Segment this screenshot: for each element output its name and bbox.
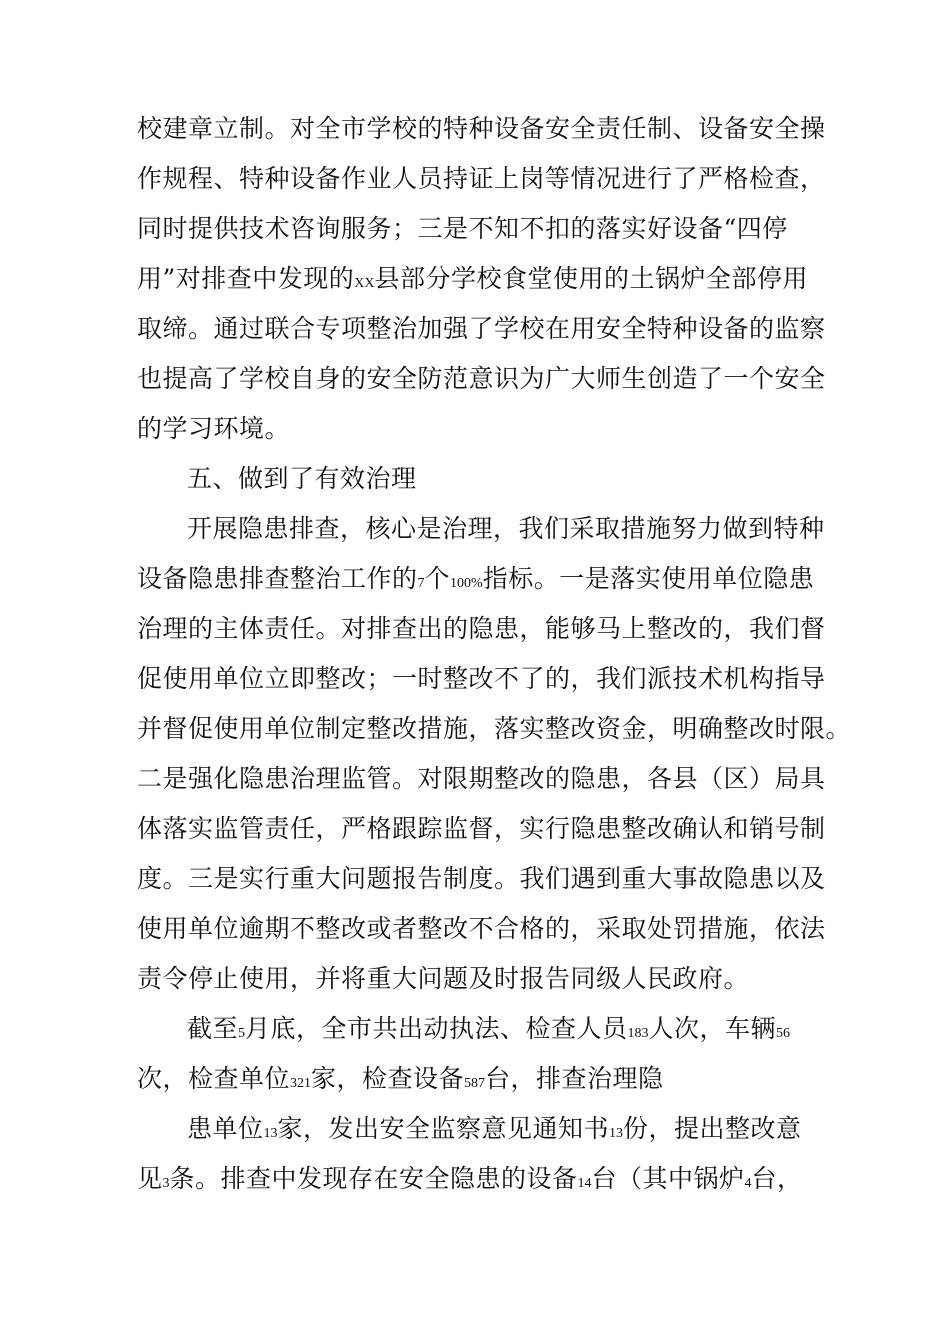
text-line: 的学习环境。 bbox=[137, 414, 291, 443]
paragraph-first-line: 截至5月底，全市共出动执法、检查人员183人次，车辆56 bbox=[187, 1014, 791, 1043]
text-line: 并督促使用单位制定整改措施，落实整改资金，明确整改时限。 bbox=[137, 714, 852, 743]
text-line: 使用单位逾期不整改或者整改不合格的，采取处罚措施，依法 bbox=[137, 914, 826, 943]
text-line: 体落实监管责任，严格跟踪监督，实行隐患整改确认和销号制 bbox=[137, 814, 826, 843]
text-line: 促使用单位立即整改；一时整改不了的，我们派技术机构指导 bbox=[137, 664, 826, 693]
section-heading: 五、做到了有效治理 bbox=[187, 464, 417, 493]
text-line: 治理的主体责任。对排查出的隐患，能够马上整改的，我们督 bbox=[137, 614, 826, 643]
text-line: 校建章立制。对全市学校的特种设备安全责任制、设备安全操 bbox=[137, 114, 826, 143]
text-line: 也提高了学校自身的安全防范意识为广大师生创造了一个安全 bbox=[137, 364, 826, 393]
text-line: 同时提供技术咨询服务；三是不知不扣的落实好设备“四停 bbox=[137, 214, 788, 243]
text-line: 作规程、特种设备作业人员持证上岗等情况进行了严格检查， bbox=[137, 164, 826, 193]
text-line: 用”对排查中发现的XX县部分学校食堂使用的土锅炉全部停用 bbox=[137, 264, 809, 293]
text-line: 二是强化隐患治理监管。对限期整改的隐患，各县（区）局具 bbox=[137, 764, 826, 793]
text-line: 取缔。通过联合专项整治加强了学校在用安全特种设备的监察 bbox=[137, 314, 826, 343]
text-line: 次，检查单位321家，检查设备587台，排查治理隐 bbox=[137, 1064, 664, 1093]
text-line: 度。三是实行重大问题报告制度。我们遇到重大事故隐患以及 bbox=[137, 864, 826, 893]
text-line: 责令停止使用，并将重大问题及时报告同级人民政府。 bbox=[137, 964, 750, 993]
paragraph-first-line: 开展隐患排查，核心是治理，我们采取措施努力做到特种 bbox=[187, 514, 825, 543]
paragraph-first-line: 患单位13家，发出安全监察意见通知书13份，提出整改意 bbox=[187, 1114, 802, 1143]
text-line: 设备隐患排查整治工作的7个100%指标。一是落实使用单位隐患 bbox=[137, 564, 815, 593]
text-line: 见3条。排查中发现存在安全隐患的设备14台（其中锅炉4台， bbox=[137, 1164, 803, 1193]
